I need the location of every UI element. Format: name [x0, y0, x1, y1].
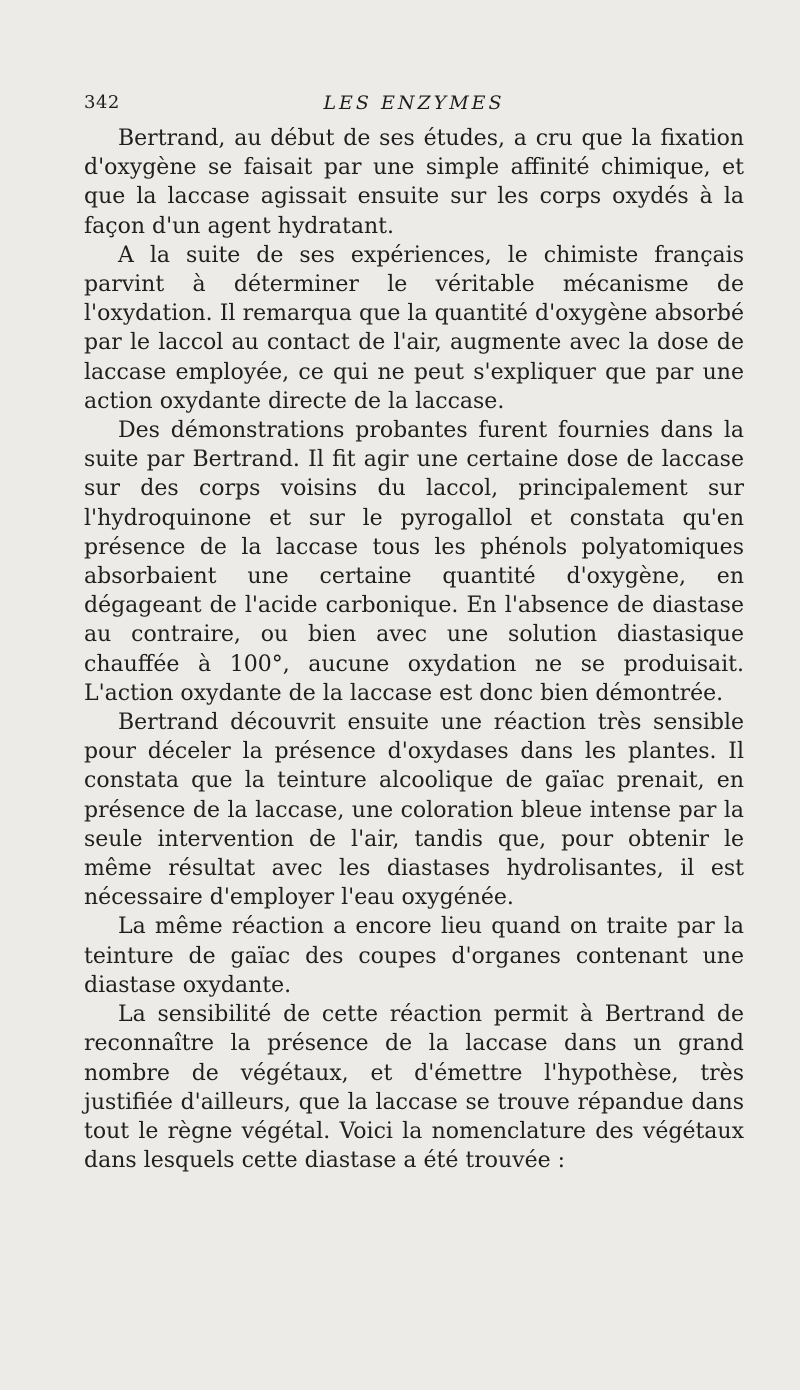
running-title: LES ENZYMES	[323, 92, 505, 114]
page-number: 342	[84, 92, 120, 113]
body-text	[84, 124, 744, 1175]
paragraph: Bertrand, au début de ses études, a cru que la fixation d'oxygène se faisait par une simple affinité chimique, et que la laccase agissait ensuite sur les corps oxydés à la façon d'un agent hydratant.	[84, 126, 744, 239]
paragraph: A la suite de ses expériences, le chimiste français parvint à déterminer le véritable mécanisme de l'oxydation. Il remarqua que la quantité d'oxygène absorbé par le laccol au contact de l'air, augmente avec la dose de laccase employée, ce qui ne peut s'expliquer que par une action oxydante directe de la laccase.	[84, 242, 744, 414]
page-header	[84, 92, 744, 122]
paragraph: Bertrand découvrit ensuite une réaction très sensible pour déceler la présence d'oxydases dans les plantes. Il constata que la teinture alcoolique de gaïac prenait, en présence de la laccase, une coloration bleue intense par la seule intervention de l'air, tandis que, pour obtenir le même résultat avec les diastases hydrolisantes, il est nécessaire d'employer l'eau oxygénée.	[84, 710, 744, 911]
paragraph: La sensibilité de cette réaction permit à Bertrand de reconnaître la présence de la laccase dans un grand nombre de végétaux, et d'émettre l'hypothèse, très justifiée d'ailleurs, que la laccase se trouve répandue dans tout le règne végétal. Voici la nomenclature des végétaux dans lesquels cette diastase a été trouvée :	[84, 1002, 744, 1174]
paragraph: Des démonstrations probantes furent fournies dans la suite par Bertrand. Il fit agir une certaine dose de laccase sur des corps voisins du laccol, principalement sur l'hydroquinone et sur le pyrogallol et constata qu'en présence de la laccase tous les phénols polyatomiques absorbaient une certaine quantité d'oxygène, en dégageant de l'acide carbonique. En l'absence de diastase au contraire, ou bien avec une solution diastasique chauffée à 100°, aucune oxydation ne se produisait. L'action oxydante de la laccase est donc bien démontrée.	[84, 418, 744, 706]
paragraph: La même réaction a encore lieu quand on traite par la teinture de gaïac des coupes d'organes contenant une diastase oxydante.	[84, 914, 744, 998]
